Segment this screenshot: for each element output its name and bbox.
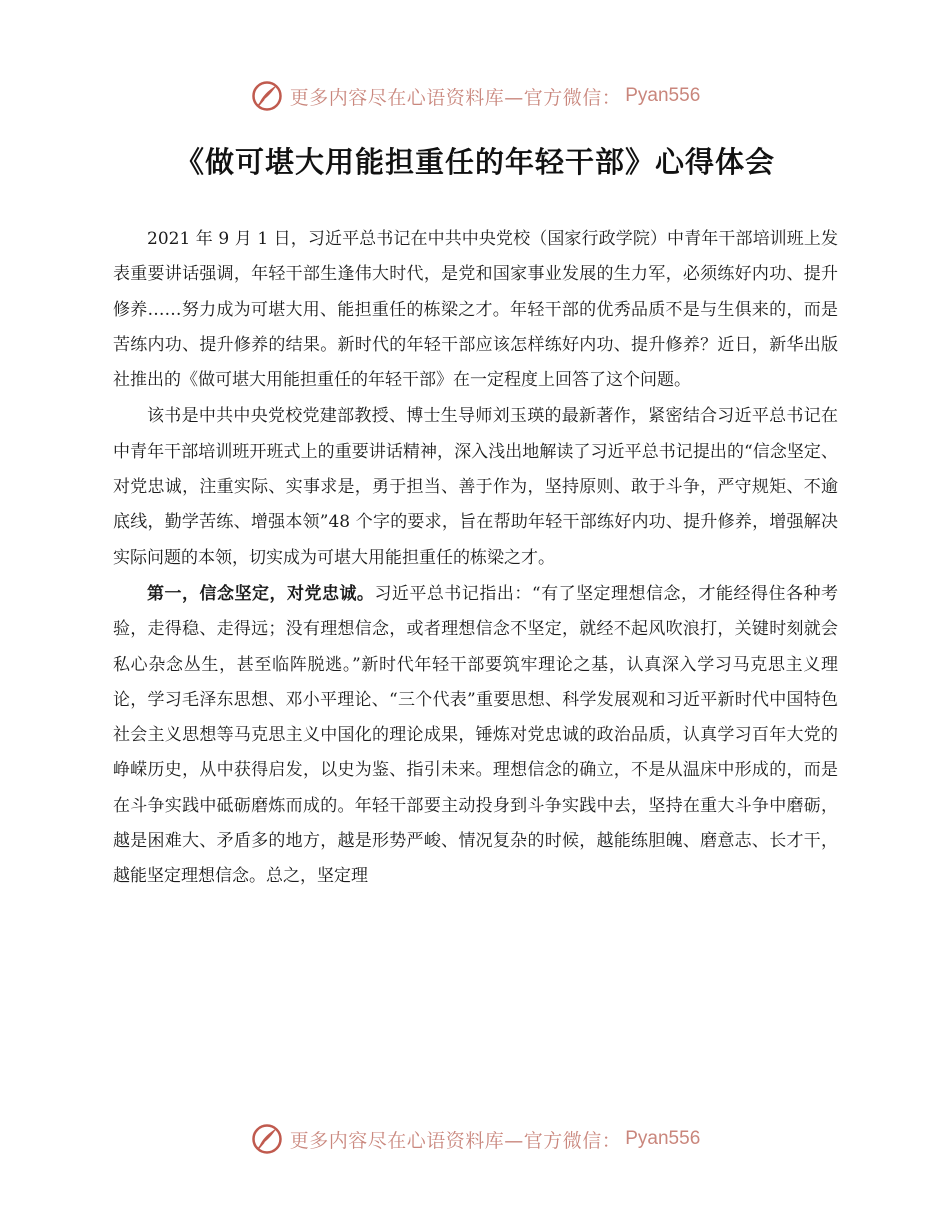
banner-text: 更多内容尽在心语资料库—官方微信：: [289, 86, 622, 109]
banner-wechat-id: Pyan556: [625, 85, 701, 106]
quill-seal-logo-icon: [250, 79, 284, 113]
quill-seal-logo-icon: [250, 1122, 284, 1156]
banner-wechat-id: Pyan556: [625, 1128, 701, 1149]
article-body: [113, 222, 838, 895]
footer-watermark-banner: [0, 1119, 950, 1159]
paragraph-1-text: 2021 年 9 月 1 日，习近平总书记在中共中央党校（国家行政学院）中青年干部培训班上发表重要讲话强调，年轻干部生逢伟大时代，是党和国家事业发展的生力军，必须练好内功、提升修养……努力成为可堪大用、能担重任的栋梁之才。年轻干部的优秀品质不是与生俱来的，而是苦练内功、提升修养的结果。新时代的年轻干部应该怎样练好内功、提升修养？近日，新华出版社推出的《做可堪大用能担重任的年轻干部》在一定程度上回答了这个问题。: [113, 229, 838, 391]
paragraph-3: [113, 577, 838, 895]
paragraph-3-text: 习近平总书记指出：“有了坚定理想信念，才能经得住各种考验，走得稳、走得远；没有理想信念，或者理想信念不坚定，就经不起风吹浪打，关键时刻就会私心杂念丛生，甚至临阵脱逃。”新时代年轻干部要筑牢理论之基，认真深入学习马克思主义理论，学习毛泽东思想、邓小平理论、“三个代表”重要思想、科学发展观和习近平新时代中国特色社会主义思想等马克思主义中国化的理论成果，锤炼对党忠诚的政治品质，认真学习百年大党的峥嵘历史，从中获得启发，以史为鉴、指引未来。理想信念的确立，不是从温床中形成的，而是在斗争实践中砥砺磨炼而成的。年轻干部要主动投身到斗争实践中去，坚持在重大斗争中磨砺，越是困难大、矛盾多的地方，越是形势严峻、情况复杂的时候，越能练胆魄、磨意志、长才干，越能坚定理想信念。总之，坚定理: [113, 583, 838, 887]
banner-text: 更多内容尽在心语资料库—官方微信：: [289, 1129, 622, 1152]
paragraph-2: [113, 399, 838, 575]
paragraph-3-lead: 第一，信念坚定，对党忠诚。: [147, 583, 375, 604]
page-title: 《做可堪大用能担重任的年轻干部》心得体会: [174, 145, 775, 179]
paragraph-2-text: 该书是中共中央党校党建部教授、博士生导师刘玉瑛的最新著作，紧密结合习近平总书记在中青年干部培训班开班式上的重要讲话精神，深入浅出地解读了习近平总书记提出的“信念坚定、对党忠诚，注重实际、实事求是，勇于担当、善于作为，坚持原则、敢于斗争，严守规矩、不逾底线，勤学苦练、增强本领”48 个字的要求，旨在帮助年轻干部练好内功、提升修养，增强解决实际问题的本领，切实成为可堪大用能担重任的栋梁之才。: [113, 406, 838, 568]
paragraph-1: [113, 222, 838, 398]
header-watermark-banner: [0, 76, 950, 116]
